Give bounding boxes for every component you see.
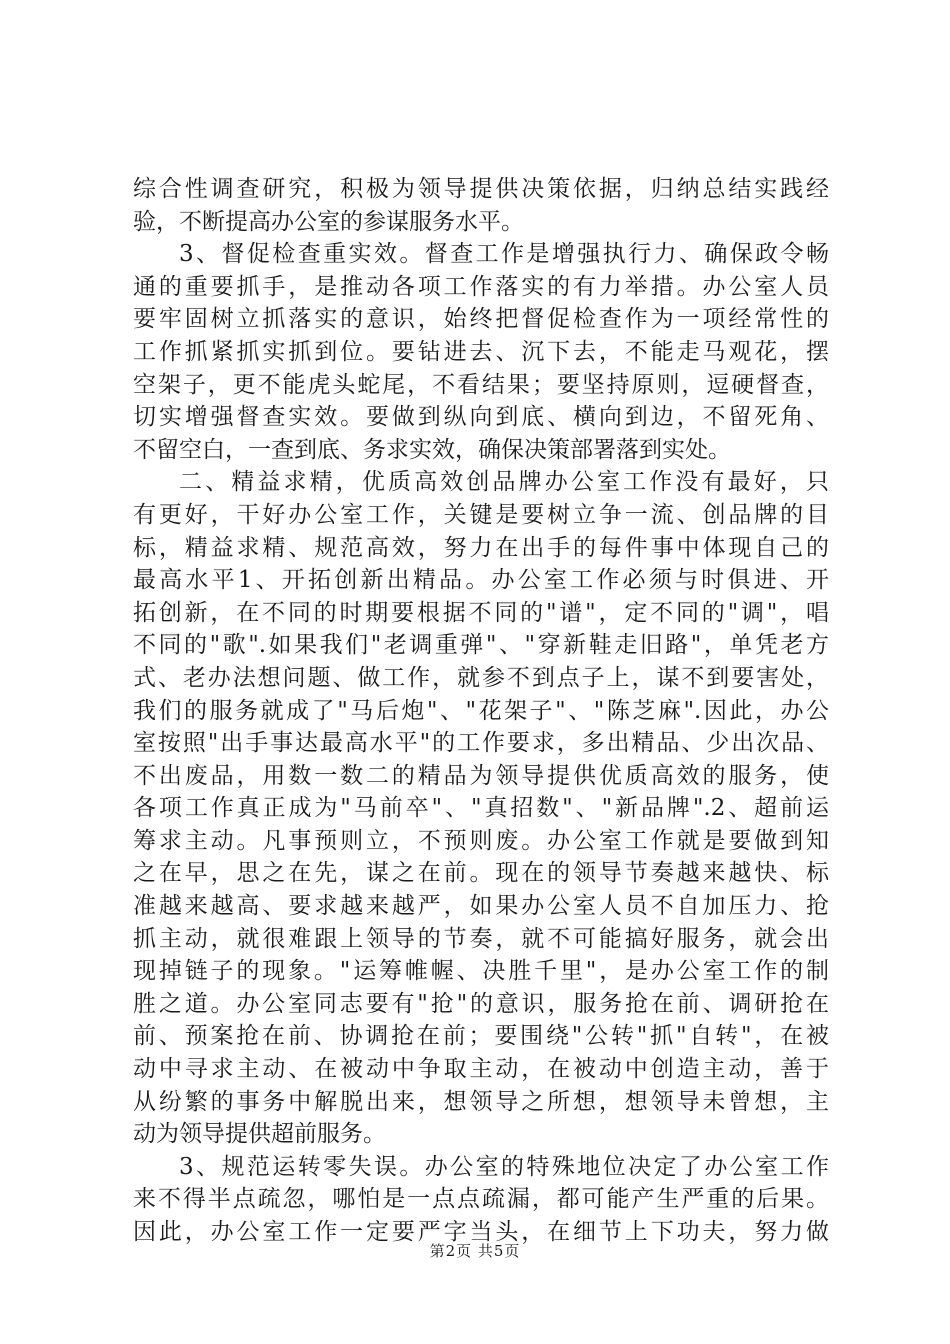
text-line: 标，精益求精、规范高效，努力在出手的每件事中体现自己的 [133, 534, 829, 561]
text-line: 不留空白，一查到底、务求实效，确保决策部署落到实处。 [133, 436, 731, 463]
text-line: 工作抓紧抓实抓到位。要钻进去、沉下去，不能走马观花，摆 [133, 338, 829, 365]
text-line: 切实增强督查实效。要做到纵向到底、横向到边，不留死角、 [133, 404, 829, 431]
text-line: 动为领导提供超前服务。 [133, 1121, 386, 1148]
text-line: 胜之道。办公室同志要有"抢"的意识，服务抢在前、调研抢在 [133, 990, 829, 1017]
text-line: 抓主动，就很难跟上领导的节奏，就不可能搞好服务，就会出 [133, 925, 829, 952]
text-line: 空架子，更不能虎头蛇尾，不看结果；要坚持原则，逗硬督查， [133, 371, 829, 398]
text-line: 我们的服务就成了"马后炮"、"花架子"、"陈芝麻".因此，办公 [133, 697, 829, 724]
text-line: 之在早，思之在先，谋之在前。现在的领导节奏越来越快、标 [133, 860, 829, 887]
document-body [133, 173, 829, 1249]
text-line: 最高水平1、开拓创新出精品。办公室工作必须与时俱进、开 [133, 567, 829, 594]
text-line: 综合性调查研究，积极为领导提供决策依据，归纳总结实践经 [133, 176, 829, 202]
text-line: 要牢固树立抓落实的意识，始终把督促检查作为一项经常性的 [133, 306, 829, 333]
text-line: 动中寻求主动、在被动中争取主动，在被动中创造主动，善于 [133, 1056, 829, 1083]
text-line: 来不得半点疏忽，哪怕是一点点疏漏，都可能产生严重的后果。 [133, 1186, 829, 1213]
text-line: 有更好，干好办公室工作，关键是要树立争一流、创品牌的目 [133, 501, 829, 528]
text-line: 3、督促检查重实效。督查工作是增强执行力、确保政令畅 [179, 241, 829, 268]
text-line: 不出废品，用数一数二的精品为领导提供优质高效的服务，使 [133, 762, 829, 789]
text-line: 各项工作真正成为"马前卒"、"真招数"、"新品牌".2、超前运 [133, 795, 829, 822]
text-line: 前、预案抢在前、协调抢在前；要围绕"公转"抓"自转"，在被 [133, 1023, 829, 1050]
text-line: 不同的"歌".如果我们"老调重弹"、"穿新鞋走旧路"，单凭老方 [133, 632, 829, 659]
text-line: 拓创新，在不同的时期要根据不同的"谱"，定不同的"调"，唱 [133, 599, 829, 626]
text-line: 通的重要抓手，是推动各项工作落实的有力举措。办公室人员 [133, 273, 829, 300]
text-line: 准越来越高、要求越来越严，如果办公室人员不自加压力、抢 [133, 893, 829, 920]
text-line: 现掉链子的现象。"运筹帷幄、决胜千里"，是办公室工作的制 [133, 958, 829, 985]
text-line: 3、规范运转零失误。办公室的特殊地位决定了办公室工作 [179, 1153, 829, 1180]
text-line: 室按照"出手事达最高水平"的工作要求，多出精品、少出次品、 [133, 730, 829, 757]
text-line: 从纷繁的事务中解脱出来，想领导之所想，想领导未曾想，主 [133, 1088, 829, 1115]
text-line: 筹求主动。凡事预则立，不预则废。办公室工作就是要做到知 [133, 827, 829, 854]
page-number-footer: 第2页 共5页 [429, 1242, 521, 1260]
text-line: 验，不断提高办公室的参谋服务水平。 [133, 208, 524, 235]
text-line: 因此，办公室工作一定要严字当头，在细节上下功夫，努力做 [133, 1219, 829, 1245]
text-line: 二、精益求精，优质高效创品牌办公室工作没有最好，只 [179, 469, 829, 496]
text-line: 式、老办法想问题、做工作，就参不到点子上，谋不到要害处， [133, 664, 829, 691]
